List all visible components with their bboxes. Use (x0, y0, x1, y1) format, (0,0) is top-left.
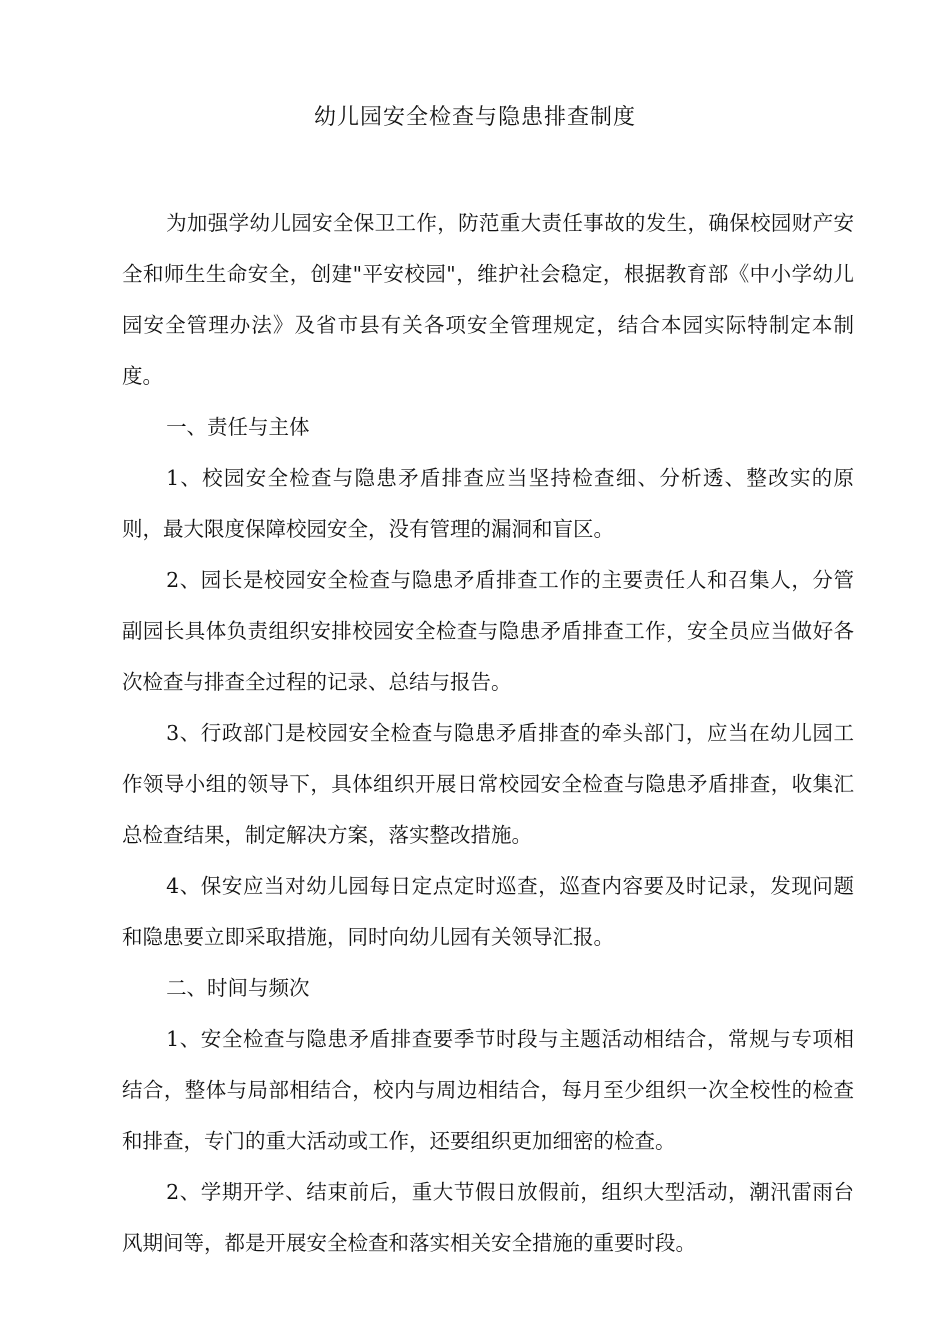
time-frequency-item-1: 1、安全检查与隐患矛盾排查要季节时段与主题活动相结合，常规与专项相结合，整体与局部相结合，校内与周边相结合，每月至少组织一次全校性的检查和排查，专门的重大活动或工作，还要组织更加细密的检查。 (122, 1027, 854, 1153)
document-title: 幼儿园安全检查与隐患排查制度 (313, 105, 636, 130)
responsibility-item-4: 4、保安应当对幼儿园每日定点定时巡查，巡查内容要及时记录，发现问题和隐患要立即采取措施，同时向幼儿园有关领导汇报。 (122, 874, 854, 949)
responsibility-item-2: 2、园长是校园安全检查与隐患矛盾排查工作的主要责任人和召集人，分管副园长具体负责组织安排校园安全检查与隐患矛盾排查工作，安全员应当做好各次检查与排查全过程的记录、总结与报告。 (122, 568, 854, 694)
time-frequency-item-2: 2、学期开学、结束前后，重大节假日放假前，组织大型活动，潮汛雷雨台风期间等，都是开展安全检查和落实相关安全措施的重要时段。 (122, 1180, 854, 1255)
section-heading-time-frequency: 二、时间与频次 (166, 976, 310, 1000)
intro-paragraph: 为加强学幼儿园安全保卫工作，防范重大责任事故的发生，确保校园财产安全和师生生命安全，创建"平安校园"，维护社会稳定，根据教育部《中小学幼儿园安全管理办法》及省市县有关各项安全管理规定，结合本园实际特制定本制度。 (122, 211, 854, 388)
responsibility-item-3: 3、行政部门是校园安全检查与隐患矛盾排查的牵头部门，应当在幼儿园工作领导小组的领导下，具体组织开展日常校园安全检查与隐患矛盾排查，收集汇总检查结果，制定解决方案，落实整改措施。 (122, 721, 854, 847)
document-body (122, 198, 854, 1269)
section-heading-responsibility: 一、责任与主体 (166, 415, 310, 439)
responsibility-item-1: 1、校园安全检查与隐患矛盾排查应当坚持检查细、分析透、整改实的原则，最大限度保障校园安全，没有管理的漏洞和盲区。 (122, 466, 854, 541)
